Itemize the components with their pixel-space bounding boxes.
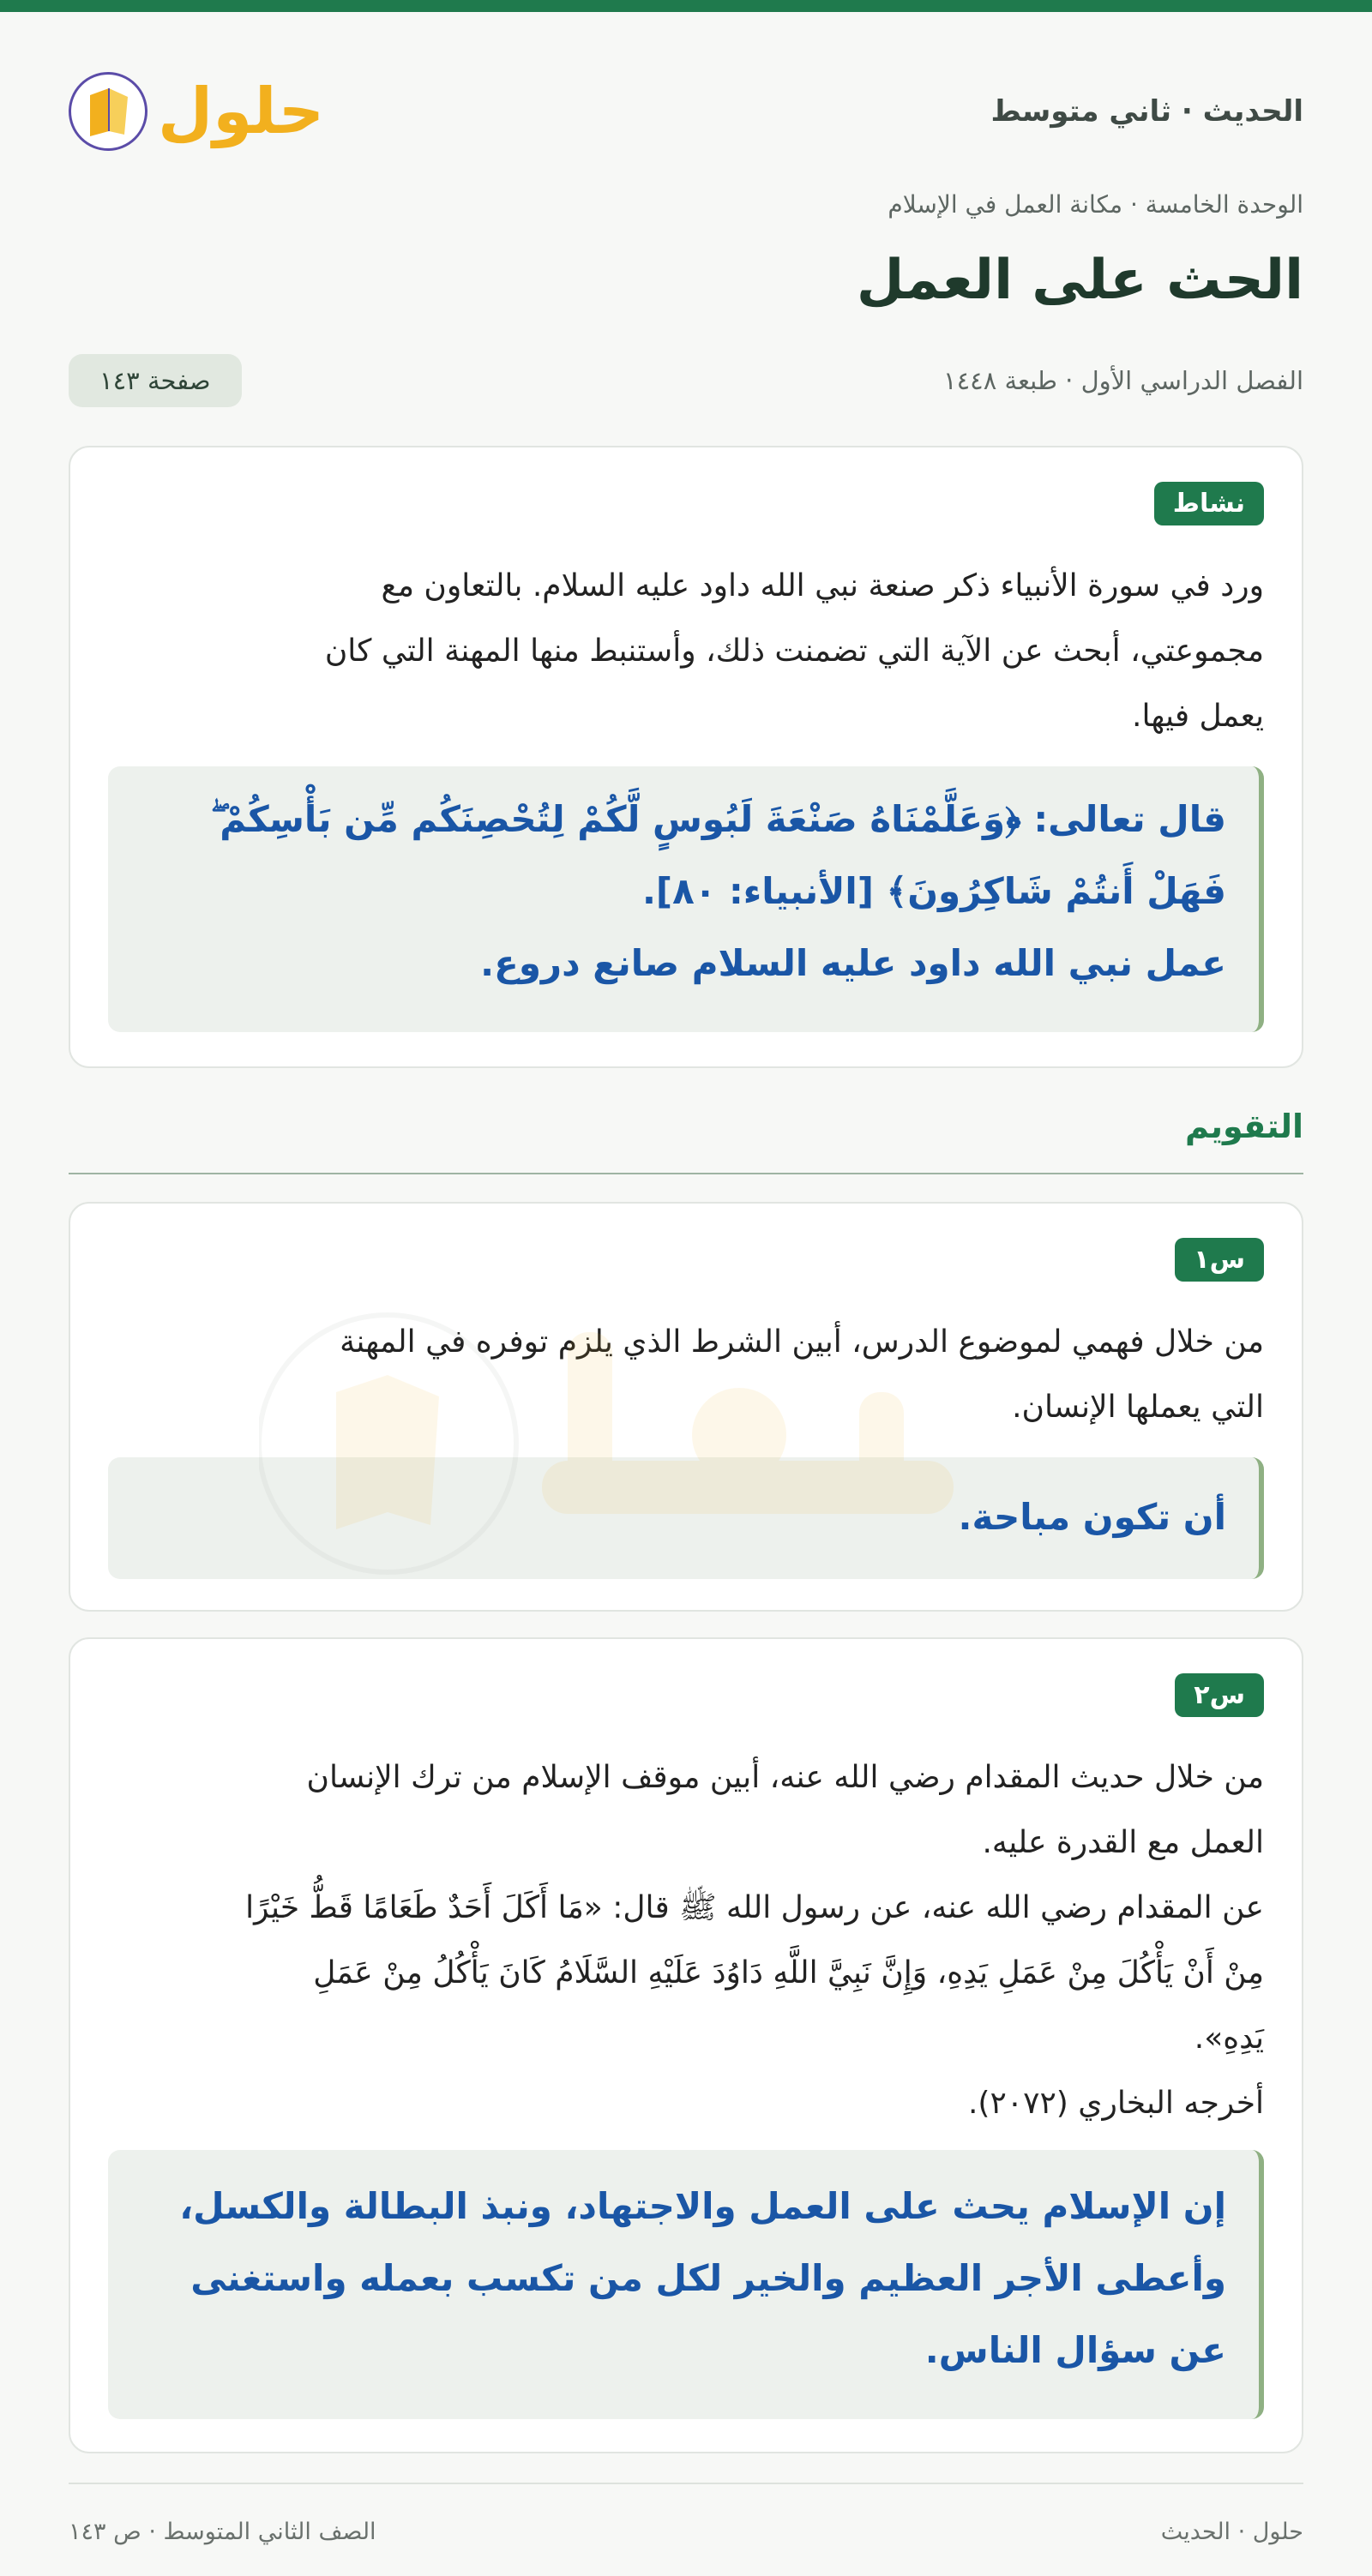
answer-line: إن الإسلام يحث على العمل والاجتهاد، ونبذ البطالة والكسل،: [179, 2185, 1226, 2227]
question-2-tag: س٢: [1175, 1673, 1264, 1717]
answer-line: عن سؤال الناس.: [924, 2329, 1226, 2371]
header-title: الحديث · ثاني متوسط: [990, 94, 1303, 129]
hadith-line: عن المقدام رضي الله عنه، عن رسول الله ﷺ قال: «مَا أَكَلَ أَحَدٌ طَعَامًا قَطُّ خَيْرًا: [245, 1890, 1264, 1925]
question-2-text: [108, 1745, 1264, 2136]
app-header: [69, 51, 1303, 171]
section-heading-assessment: التقويم: [1184, 1108, 1303, 1145]
question-line: من خلال حديث المقدام رضي الله عنه، أبين موقف الإسلام من ترك الإنسان: [306, 1760, 1264, 1795]
answer-line: قال تعالى: ﴿وَعَلَّمْنَاهُ صَنْعَةَ لَبُوسٍ لَّكُمْ لِتُحْصِنَكُم مِّن بَأْسِكُمْ ۖ: [210, 798, 1226, 840]
question-2-answer-box: [108, 2150, 1264, 2419]
question-1-text: [108, 1310, 1264, 1440]
page-footer: [69, 2483, 1303, 2545]
answer-line: وأعطى الأجر العظيم والخير لكل من تكسب بعمله واستغنى: [190, 2257, 1226, 2299]
term-edition: الفصل الدراسي الأول · طبعة ١٤٤٨: [943, 366, 1303, 395]
activity-tag: نشاط: [1154, 482, 1264, 525]
answer-line: أن تكون مباحة.: [958, 1496, 1226, 1538]
book-logo-icon: [69, 72, 147, 151]
meta-row: [69, 350, 1303, 411]
activity-line: مجموعتي، أبحث عن الآية التي تضمنت ذلك، وأستنبط منها المهنة التي كان: [324, 633, 1264, 669]
question-1-answer-box: [108, 1457, 1264, 1579]
hadith-line: يَدِهِ».: [1194, 2021, 1264, 2056]
activity-answer-box: [108, 766, 1264, 1032]
question-line: العمل مع القدرة عليه.: [982, 1825, 1264, 1860]
top-accent-bar: [0, 0, 1372, 12]
hadith-source: أخرجه البخاري (٢٠٧٢).: [967, 2086, 1264, 2121]
footer-site-label: حلول · الحديث: [1160, 2519, 1303, 2545]
page-number-badge: صفحة ١٤٣: [69, 354, 242, 407]
activity-line: ورد في سورة الأنبياء ذكر صنعة نبي الله داود عليه السلام. بالتعاون مع: [381, 568, 1264, 603]
question-1-card: [69, 1202, 1303, 1612]
section-divider: [69, 1173, 1303, 1174]
question-line: من خلال فهمي لموضوع الدرس، أبين الشرط الذي يلزم توفره في المهنة: [340, 1324, 1264, 1360]
hulul-logo[interactable]: [69, 72, 324, 151]
question-line: التي يعملها الإنسان.: [1012, 1390, 1264, 1425]
activity-card: [69, 446, 1303, 1068]
activity-line: يعمل فيها.: [1132, 699, 1264, 734]
question-1-tag: س١: [1175, 1238, 1264, 1282]
answer-line: عمل نبي الله داود عليه السلام صانع دروع.: [480, 942, 1226, 984]
page-title: الحث على العمل: [856, 249, 1303, 312]
footer-page-label: الصف الثاني المتوسط · ص ١٤٣: [69, 2519, 376, 2545]
question-2-card: [69, 1637, 1303, 2453]
breadcrumb: الوحدة الخامسة · مكانة العمل في الإسلام: [888, 190, 1303, 219]
hadith-line: مِنْ أَنْ يَأْكُلَ مِنْ عَمَلِ يَدِهِ، وَإِنَّ نَبِيَّ اللَّهِ دَاوُدَ عَلَيْهِ السَّلَامُ كَانَ يَأْكُلُ مِنْ عَمَلِ: [313, 1955, 1264, 1991]
logo-wordmark: حلول: [158, 75, 325, 148]
activity-question: [108, 554, 1264, 749]
answer-line: فَهَلْ أَنتُمْ شَاكِرُونَ﴾ [الأنبياء: ٨٠].: [641, 870, 1226, 912]
